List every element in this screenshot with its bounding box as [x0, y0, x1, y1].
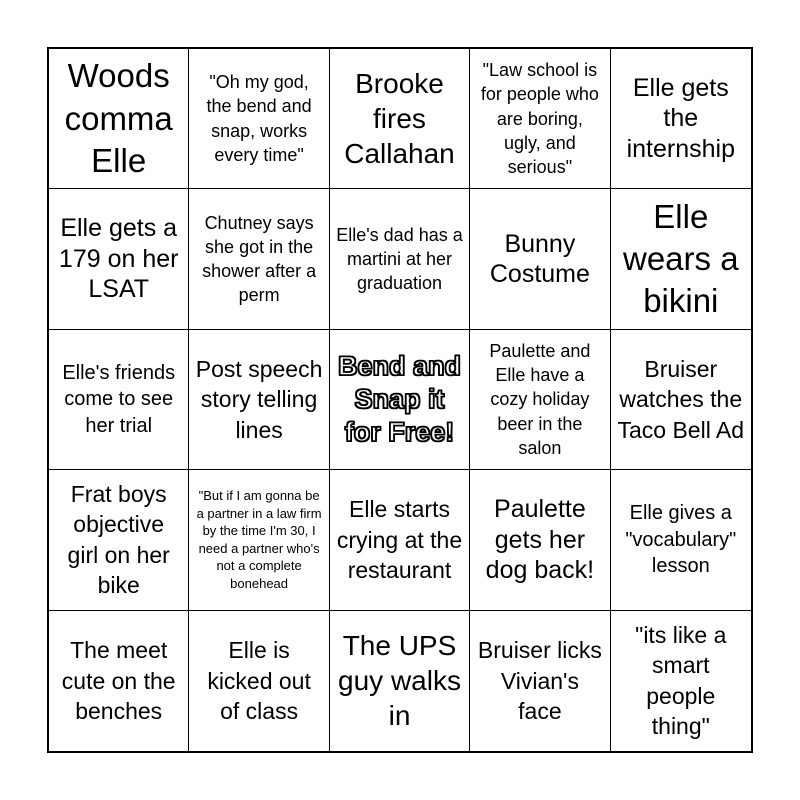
cell-text: Elle starts crying at the restaurant	[336, 496, 463, 584]
bingo-cell-r4c2[interactable]	[189, 470, 329, 610]
cell-text: "Oh my god, the bend and snap, works every time"	[206, 72, 312, 165]
cell-text: Elle gets a 179 on her LSAT	[58, 214, 179, 304]
bingo-cell-r3c1[interactable]	[49, 330, 189, 470]
bingo-cell-r4c4[interactable]	[470, 470, 610, 610]
bingo-board	[47, 47, 753, 753]
cell-text: Elle is kicked out of class	[207, 636, 311, 725]
cell-text: Brooke fires Callahan	[344, 68, 455, 170]
cell-text: Elle's friends come to see her trial	[62, 361, 176, 437]
bingo-cell-r5c1[interactable]	[49, 611, 189, 751]
bingo-cell-r2c2[interactable]	[189, 189, 329, 329]
bingo-cell-r3c5[interactable]	[611, 330, 751, 470]
cell-text: Bruiser licks Vivian's face	[477, 636, 602, 725]
cell-text: Paulette gets her dog back!	[485, 495, 595, 585]
bingo-free-space[interactable]	[330, 330, 470, 470]
bingo-cell-r3c2[interactable]	[189, 330, 329, 470]
bingo-cell-r5c5[interactable]	[611, 611, 751, 751]
cell-text: Paulette and Elle have a cozy holiday beer in the salon	[489, 340, 591, 458]
cell-text: The meet cute on the benches	[61, 636, 176, 725]
cell-text: Frat boys objective girl on her bike	[67, 480, 170, 599]
bingo-cell-r1c5[interactable]	[611, 49, 751, 189]
bingo-cell-r3c4[interactable]	[470, 330, 610, 470]
bingo-cell-r1c4[interactable]	[470, 49, 610, 189]
cell-text: Chutney says she got in the shower after a perm	[202, 212, 317, 306]
cell-text: Woods comma Elle	[64, 57, 173, 179]
cell-text: Elle's dad has a martini at her graduation	[336, 224, 463, 294]
bingo-cell-r2c4[interactable]	[470, 189, 610, 329]
bingo-cell-r5c4[interactable]	[470, 611, 610, 751]
cell-text: Elle gets the internship	[626, 73, 735, 163]
cell-text: Post speech story telling lines	[195, 355, 323, 443]
bingo-cell-r5c2[interactable]	[189, 611, 329, 751]
cell-text: Elle wears a bikini	[623, 197, 739, 320]
cell-text: Bunny Costume	[489, 229, 590, 289]
cell-text: "its like a smart people thing"	[635, 621, 727, 740]
bingo-cell-r2c5[interactable]	[611, 189, 751, 329]
bingo-cell-r1c1[interactable]	[49, 49, 189, 189]
cell-text: The UPS guy walks in	[338, 630, 461, 732]
cell-text: Elle gives a "vocabulary" lesson	[625, 502, 737, 578]
bingo-cell-r4c3[interactable]	[330, 470, 470, 610]
bingo-cell-r1c2[interactable]	[189, 49, 329, 189]
cell-text: Bruiser watches the Taco Bell Ad	[617, 355, 745, 443]
bingo-cell-r1c3[interactable]	[330, 49, 470, 189]
cell-text: "But if I am gonna be a partner in a law firm by the time I'm 30, I need a partner who's not a complete bonehead	[196, 488, 322, 591]
bingo-cell-r2c3[interactable]	[330, 189, 470, 329]
free-space-text: Bend and Snap it for Free!	[337, 351, 461, 447]
bingo-cell-r4c1[interactable]	[49, 470, 189, 610]
cell-text: "Law school is for people who are boring, ugly, and serious"	[480, 59, 599, 178]
bingo-cell-r5c3[interactable]	[330, 611, 470, 751]
bingo-cell-r2c1[interactable]	[49, 189, 189, 329]
bingo-cell-r4c5[interactable]	[611, 470, 751, 610]
